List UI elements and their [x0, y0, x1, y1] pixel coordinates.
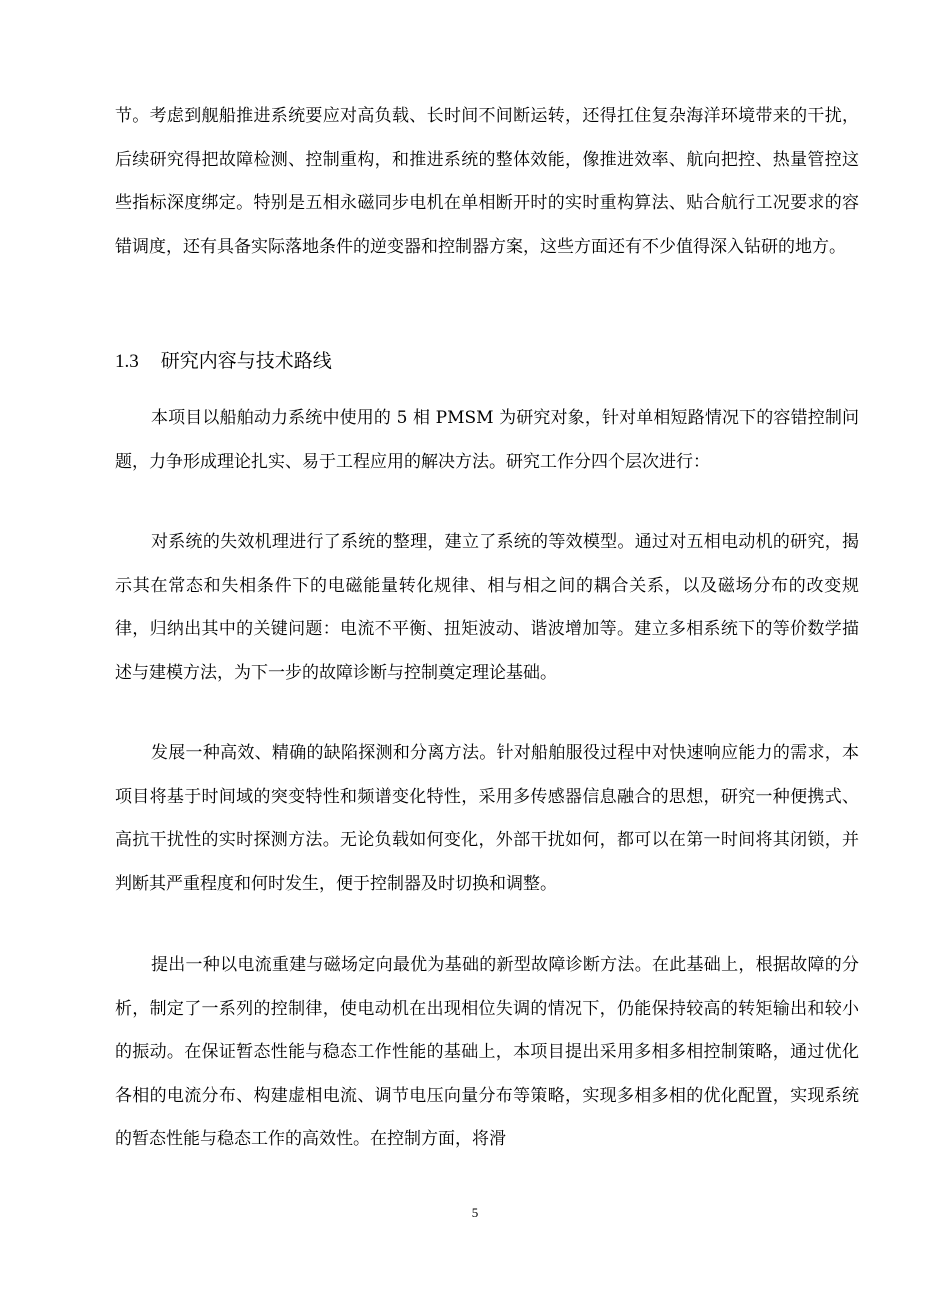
paragraph-fault-tolerant-control: 提出一种以电流重建与磁场定向最优为基础的新型故障诊断方法。在此基础上，根据故障的分析，制定了一系列的控制律，使电动机在出现相位失调的情况下，仍能保持较高的转矩输出和较小的振动。在保证暂态性能与稳态工作性能的基础上，本项目提出采用多相多相控制策略，通过优化各相的电流分布、构建虚相电流、调节电压向量分布等策略，实现多相多相的优化配置，实现系统的暂态性能与稳态工作的高效性。在控制方面，将滑	[115, 955, 859, 1149]
section-title: 研究内容与技术路线	[160, 350, 332, 372]
section-heading	[115, 343, 332, 380]
section-number: 1.3	[115, 351, 139, 372]
paragraph-continued: 节。考虑到舰船推进系统要应对高负载、长时间不间断运转，还得扛住复杂海洋环境带来的干扰，后续研究得把故障检测、控制重构，和推进系统的整体效能，像推进效率、航向把控、热量管控这些指标深度绑定。特别是五相永磁同步电机在单相断开时的实时重构算法、贴合航行工况要求的容错调度，还有具备实际落地条件的逆变器和控制器方案，这些方面还有不少值得深入钻研的地方。	[115, 106, 859, 257]
paragraph-failure-mechanism: 对系统的失效机理进行了系统的整理，建立了系统的等效模型。通过对五相电动机的研究，揭示其在常态和失相条件下的电磁能量转化规律、相与相之间的耦合关系，以及磁场分布的改变规律，归纳出其中的关键问题：电流不平衡、扭矩波动、谐波增加等。建立多相系统下的等价数学描述与建模方法，为下一步的故障诊断与控制奠定理论基础。	[115, 532, 859, 683]
paragraph-fault-detection: 发展一种高效、精确的缺陷探测和分离方法。针对船舶服役过程中对快速响应能力的需求，本项目将基于时间域的突变特性和频谱变化特性，采用多传感器信息融合的思想，研究一种便携式、高抗干扰性的实时探测方法。无论负载如何变化，外部干扰如何，都可以在第一时间将其闭锁，并判断其严重程度和何时发生，便于控制器及时切换和调整。	[115, 743, 859, 894]
paragraph-intro: 本项目以船舶动力系统中使用的 5 相 PMSM 为研究对象，针对单相短路情况下的容错控制问题，力争形成理论扎实、易于工程应用的解决方法。研究工作分四个层次进行：	[115, 408, 859, 472]
page-number: 5	[471, 1205, 479, 1220]
